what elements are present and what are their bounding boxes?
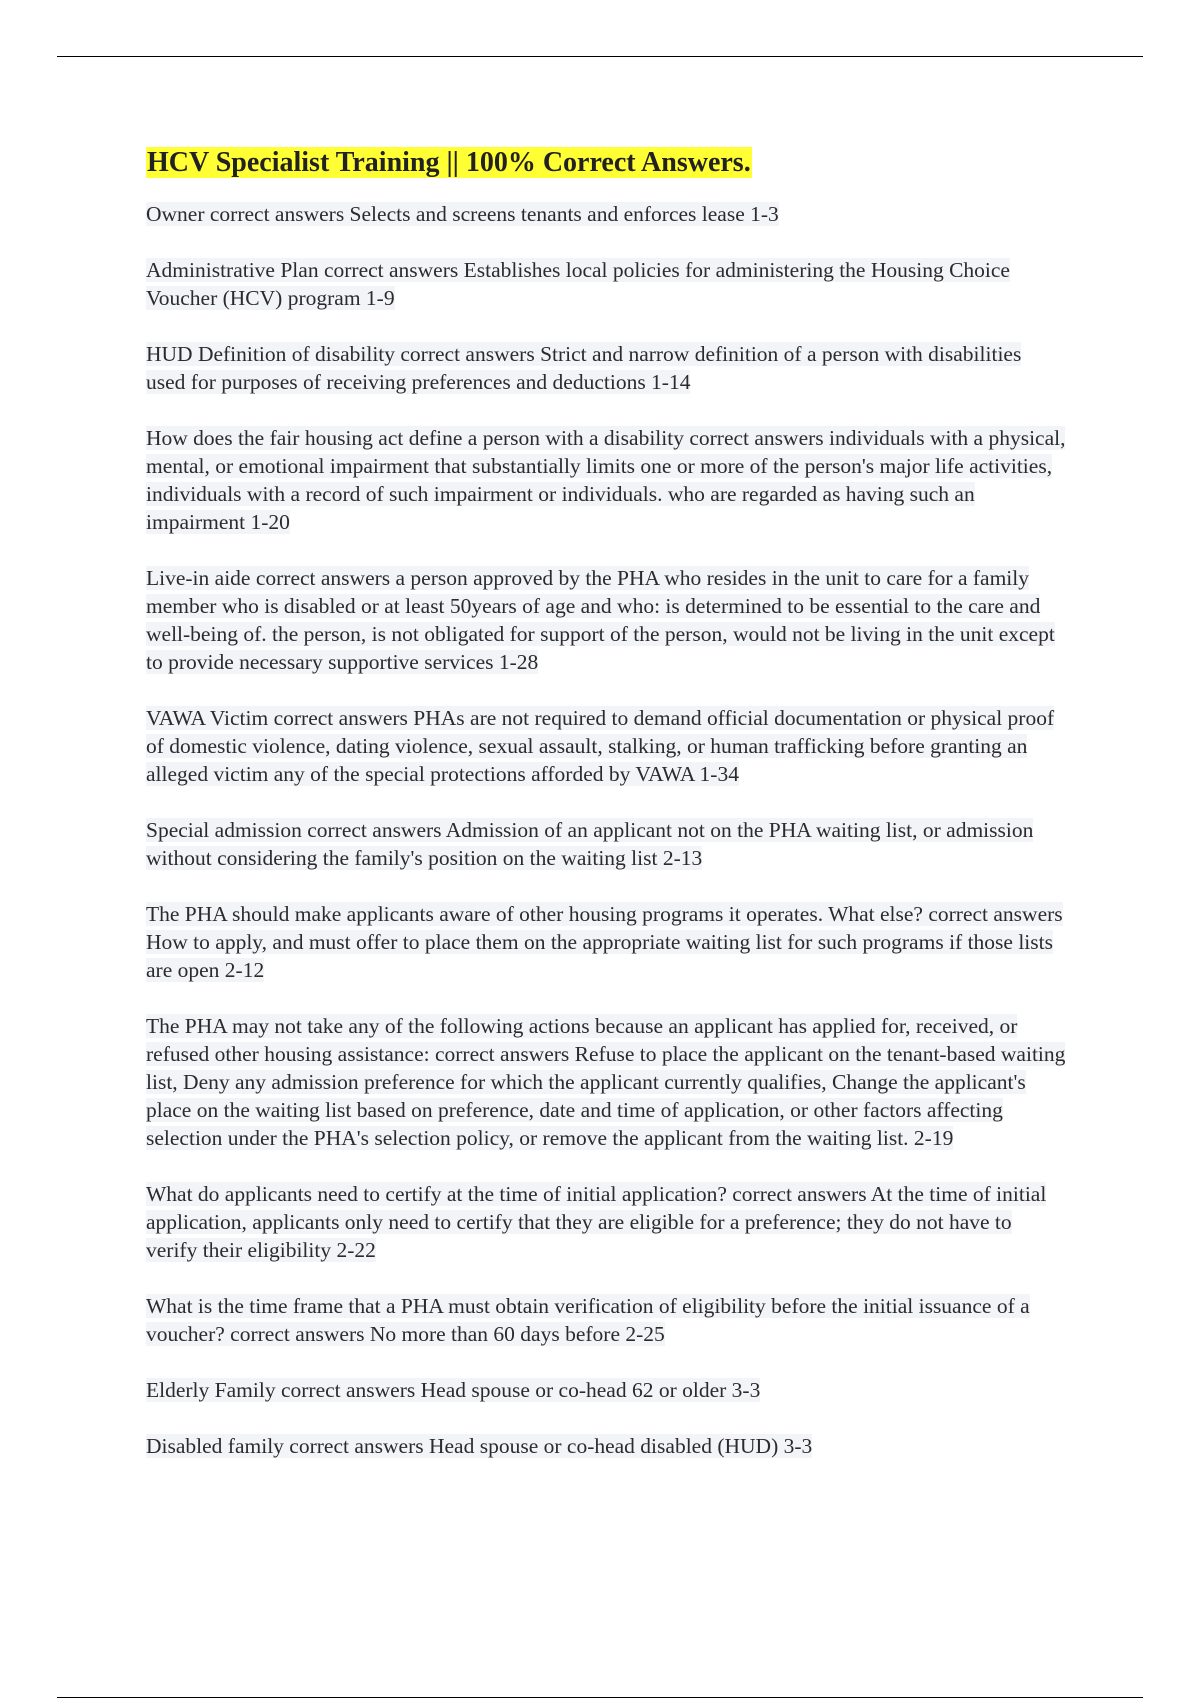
qa-entry: Special admission correct answers Admission of an applicant not on the PHA waiting list, or admission without considering the family's position on the waiting list 2-13 [146,817,1034,870]
document-title-text: HCV Specialist Training || 100% Correct Answers. [147,147,751,178]
qa-entry: Owner correct answers Selects and screens tenants and enforces lease 1-3 [146,201,779,226]
qa-entry: The PHA should make applicants aware of other housing programs it operates. What else? correct answers How to apply, and must offer to place them on the appropriate waiting list for such programs if those lists are open 2-12 [146,901,1063,982]
header-rule [57,56,1143,57]
footer-rule [57,1697,1143,1698]
qa-entry: HUD Definition of disability correct answers Strict and narrow definition of a person with disabilities used for purposes of receiving preferences and deductions 1-14 [146,341,1022,394]
qa-entry: Live-in aide correct answers a person approved by the PHA who resides in the unit to care for a family member who is disabled or at least 50years of age and who: is determined to be essential to the care and well-being of. the person, is not obligated for support of the person, would not be living in the unit except to provide necessary supportive services 1-28 [146,565,1055,674]
qa-entry: Administrative Plan correct answers Establishes local policies for administering the Housing Choice Voucher (HCV) program 1-9 [146,257,1010,310]
qa-entry: VAWA Victim correct answers PHAs are not required to demand official documentation or physical proof of domestic violence, dating violence, sexual assault, stalking, or human trafficking before granting an alleged victim any of the special protections afforded by VAWA 1-34 [146,705,1055,786]
qa-entry: Disabled family correct answers Head spouse or co-head disabled (HUD) 3-3 [146,1433,813,1458]
qa-entry: What is the time frame that a PHA must obtain verification of eligibility before the initial issuance of a voucher? correct answers No more than 60 days before 2-25 [146,1293,1030,1346]
qa-entry: What do applicants need to certify at the time of initial application? correct answers At the time of initial application, applicants only need to certify that they are eligible for a preference; they do not have to verify their eligibility 2-22 [146,1181,1047,1262]
document-body [146,146,1066,1488]
qa-entry: Elderly Family correct answers Head spouse or co-head 62 or older 3-3 [146,1377,761,1402]
qa-entry: The PHA may not take any of the following actions because an applicant has applied for, received, or refused other housing assistance: correct answers Refuse to place the applicant on the tenant-based waiting list, Deny any admission preference for which the applicant currently qualifies, Change the applicant's place on the waiting list based on preference, date and time of application, or other factors affecting selection under the PHA's selection policy, or remove the applicant from the waiting list. 2-19 [146,1013,1066,1150]
qa-entry: How does the fair housing act define a person with a disability correct answers individuals with a physical, mental, or emotional impairment that substantially limits one or more of the person's major life activities, individuals with a record of such impairment or individuals. who are regarded as having such an impairment 1-20 [146,425,1066,534]
document-title [146,146,1066,180]
